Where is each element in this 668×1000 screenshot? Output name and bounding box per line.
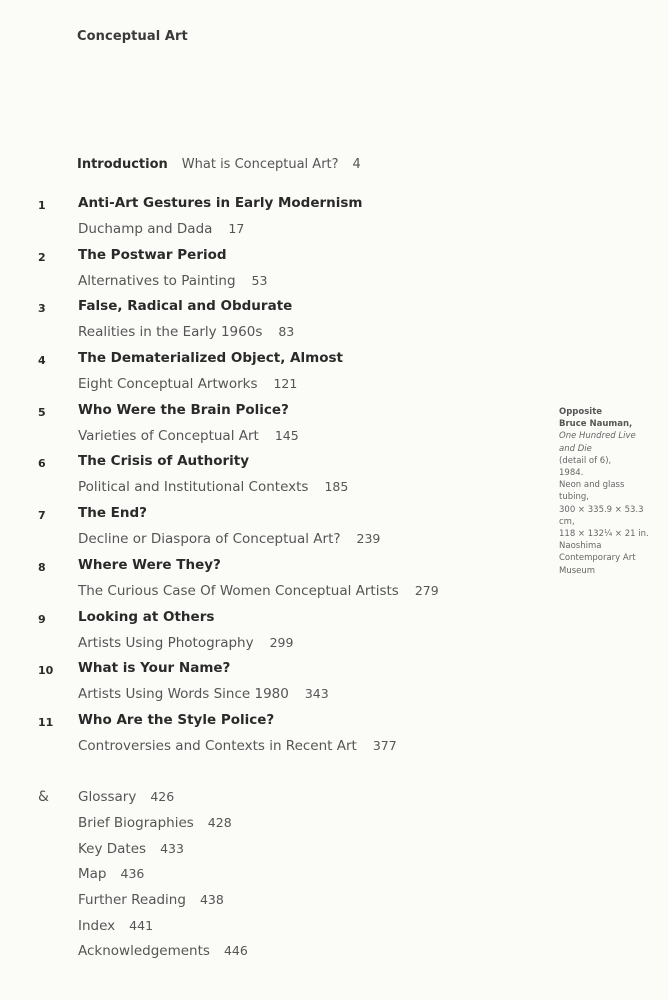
chapter-page: 83: [278, 324, 295, 340]
chapter-page: 377: [372, 737, 397, 753]
backmatter-label: Acknowledgements: [78, 943, 210, 959]
caption-artist: Bruce Nauman,: [559, 419, 633, 430]
caption-title: One Hundred Live and Die: [559, 431, 636, 454]
chapter-title: The Crisis of Authority: [78, 453, 250, 470]
chapter-subtitle: Artists Using Photography: [78, 634, 254, 651]
chapter-page: 121: [273, 376, 298, 392]
chapter-subtitle-line: [78, 531, 380, 547]
chapter-entry: [0, 297, 540, 349]
backmatter-item: [78, 815, 232, 831]
caption-dimensions-cm: 300 × 335.9 × 53.3 cm,: [559, 504, 644, 527]
chapter-title: Where Were They?: [78, 556, 221, 573]
backmatter-label: Further Reading: [78, 892, 186, 908]
caption-year: 1984.: [559, 468, 584, 479]
chapter-page: 279: [414, 582, 439, 598]
chapter-subtitle-line: [78, 428, 299, 444]
chapter-number: 9: [38, 612, 46, 626]
chapter-number: 2: [38, 250, 46, 264]
chapter-subtitle-line: [78, 479, 348, 495]
backmatter-item: [78, 866, 144, 882]
chapter-subtitle: Artists Using Words Since 1980: [78, 686, 289, 703]
backmatter-item: [78, 841, 184, 857]
chapter-number: 3: [38, 302, 46, 316]
chapter-page: 53: [251, 272, 268, 288]
backmatter-page: 426: [150, 789, 175, 804]
chapter-subtitle: Varieties of Conceptual Art: [78, 427, 259, 444]
chapter-subtitle-line: [78, 583, 439, 599]
chapter-entry: [0, 349, 540, 401]
chapter-subtitle-line: [78, 376, 297, 392]
chapter-subtitle-line: [78, 221, 244, 237]
chapter-title: The End?: [78, 505, 148, 522]
introduction-page: 4: [352, 157, 361, 172]
backmatter-page: 428: [207, 815, 232, 830]
chapter-title: Who Are the Style Police?: [78, 711, 275, 728]
backmatter-item: [78, 892, 224, 908]
chapter-page: 239: [356, 531, 381, 547]
running-header: Conceptual Art: [77, 29, 188, 44]
backmatter-label: Brief Biographies: [78, 815, 194, 831]
chapter-number: 8: [38, 560, 46, 574]
backmatter-label: Key Dates: [78, 841, 147, 857]
chapter-number: 4: [38, 354, 46, 368]
backmatter-item: [78, 789, 174, 805]
chapter-title: The Dematerialized Object, Almost: [78, 350, 343, 367]
chapter-entry: [0, 246, 540, 298]
backmatter-page: 433: [160, 841, 184, 856]
introduction-subtitle: What is Conceptual Art?: [181, 157, 339, 172]
chapter-page: 17: [228, 221, 245, 236]
chapter-number: 1: [38, 199, 46, 212]
chapter-list: [0, 194, 540, 763]
introduction-label: Introduction: [77, 157, 168, 172]
chapter-entry: [0, 194, 540, 246]
chapter-subtitle-line: [78, 324, 294, 340]
backmatter-page: 436: [120, 866, 145, 881]
chapter-page: 343: [304, 686, 329, 702]
chapter-entry: [0, 452, 540, 504]
chapter-title: False, Radical and Obdurate: [78, 298, 293, 315]
chapter-subtitle: Decline or Diaspora of Conceptual Art?: [78, 531, 341, 548]
chapter-subtitle-line: [78, 686, 329, 702]
chapter-subtitle: The Curious Case Of Women Conceptual Artists: [78, 582, 399, 599]
chapter-entry: [0, 608, 540, 660]
backmatter-item: [78, 943, 248, 959]
caption-label: Opposite: [559, 407, 603, 417]
caption-dimensions-in: 118 × 132¼ × 21 in.: [559, 529, 649, 540]
chapter-entry: [0, 659, 540, 711]
chapter-subtitle-line: [78, 273, 267, 289]
chapter-number: 5: [38, 405, 46, 419]
backmatter-symbol: &: [38, 789, 49, 805]
backmatter-label: Map: [78, 866, 107, 882]
backmatter-page: 441: [129, 918, 154, 933]
caption-artist-name: Bruce Nauman: [559, 419, 630, 430]
chapter-title: Who Were the Brain Police?: [78, 401, 289, 418]
chapter-subtitle-line: [78, 738, 397, 754]
backmatter-label: Index: [78, 918, 116, 934]
chapter-subtitle: Controversies and Contexts in Recent Art: [78, 737, 357, 754]
chapter-entry: [0, 711, 540, 763]
backmatter-label: Glossary: [78, 789, 137, 805]
chapter-number: 10: [38, 664, 54, 678]
chapter-title: Anti-Art Gestures in Early Modernism: [78, 195, 363, 211]
chapter-subtitle: Alternatives to Painting: [78, 272, 236, 289]
chapter-subtitle: Eight Conceptual Artworks: [78, 376, 258, 393]
chapter-subtitle-line: [78, 635, 293, 651]
chapter-page: 299: [269, 634, 294, 650]
backmatter-page: 438: [199, 892, 224, 907]
chapter-title: Looking at Others: [78, 608, 215, 625]
chapter-number: 6: [38, 457, 46, 471]
chapter-entry: [0, 504, 540, 556]
chapter-page: 185: [324, 479, 349, 495]
chapter-number: 11: [38, 715, 54, 729]
backmatter-page: 446: [223, 943, 248, 958]
chapter-entry: [0, 401, 540, 453]
caption-medium: Neon and glass tubing,: [559, 480, 625, 503]
chapter-title: The Postwar Period: [78, 246, 227, 263]
chapter-subtitle: Realities in the Early 1960s: [78, 324, 263, 341]
caption-detail: (detail of 6),: [559, 455, 612, 466]
chapter-entry: [0, 556, 540, 608]
chapter-subtitle: Duchamp and Dada: [78, 221, 213, 237]
backmatter-item: [78, 918, 153, 934]
chapter-title: What is Your Name?: [78, 660, 231, 677]
chapter-number: 7: [38, 509, 46, 523]
introduction-entry: [77, 157, 361, 172]
chapter-subtitle: Political and Institutional Contexts: [78, 479, 309, 496]
caption-collection: Naoshima Contemporary Art Museum: [559, 541, 636, 576]
chapter-page: 145: [274, 427, 299, 443]
image-caption: [559, 406, 649, 577]
